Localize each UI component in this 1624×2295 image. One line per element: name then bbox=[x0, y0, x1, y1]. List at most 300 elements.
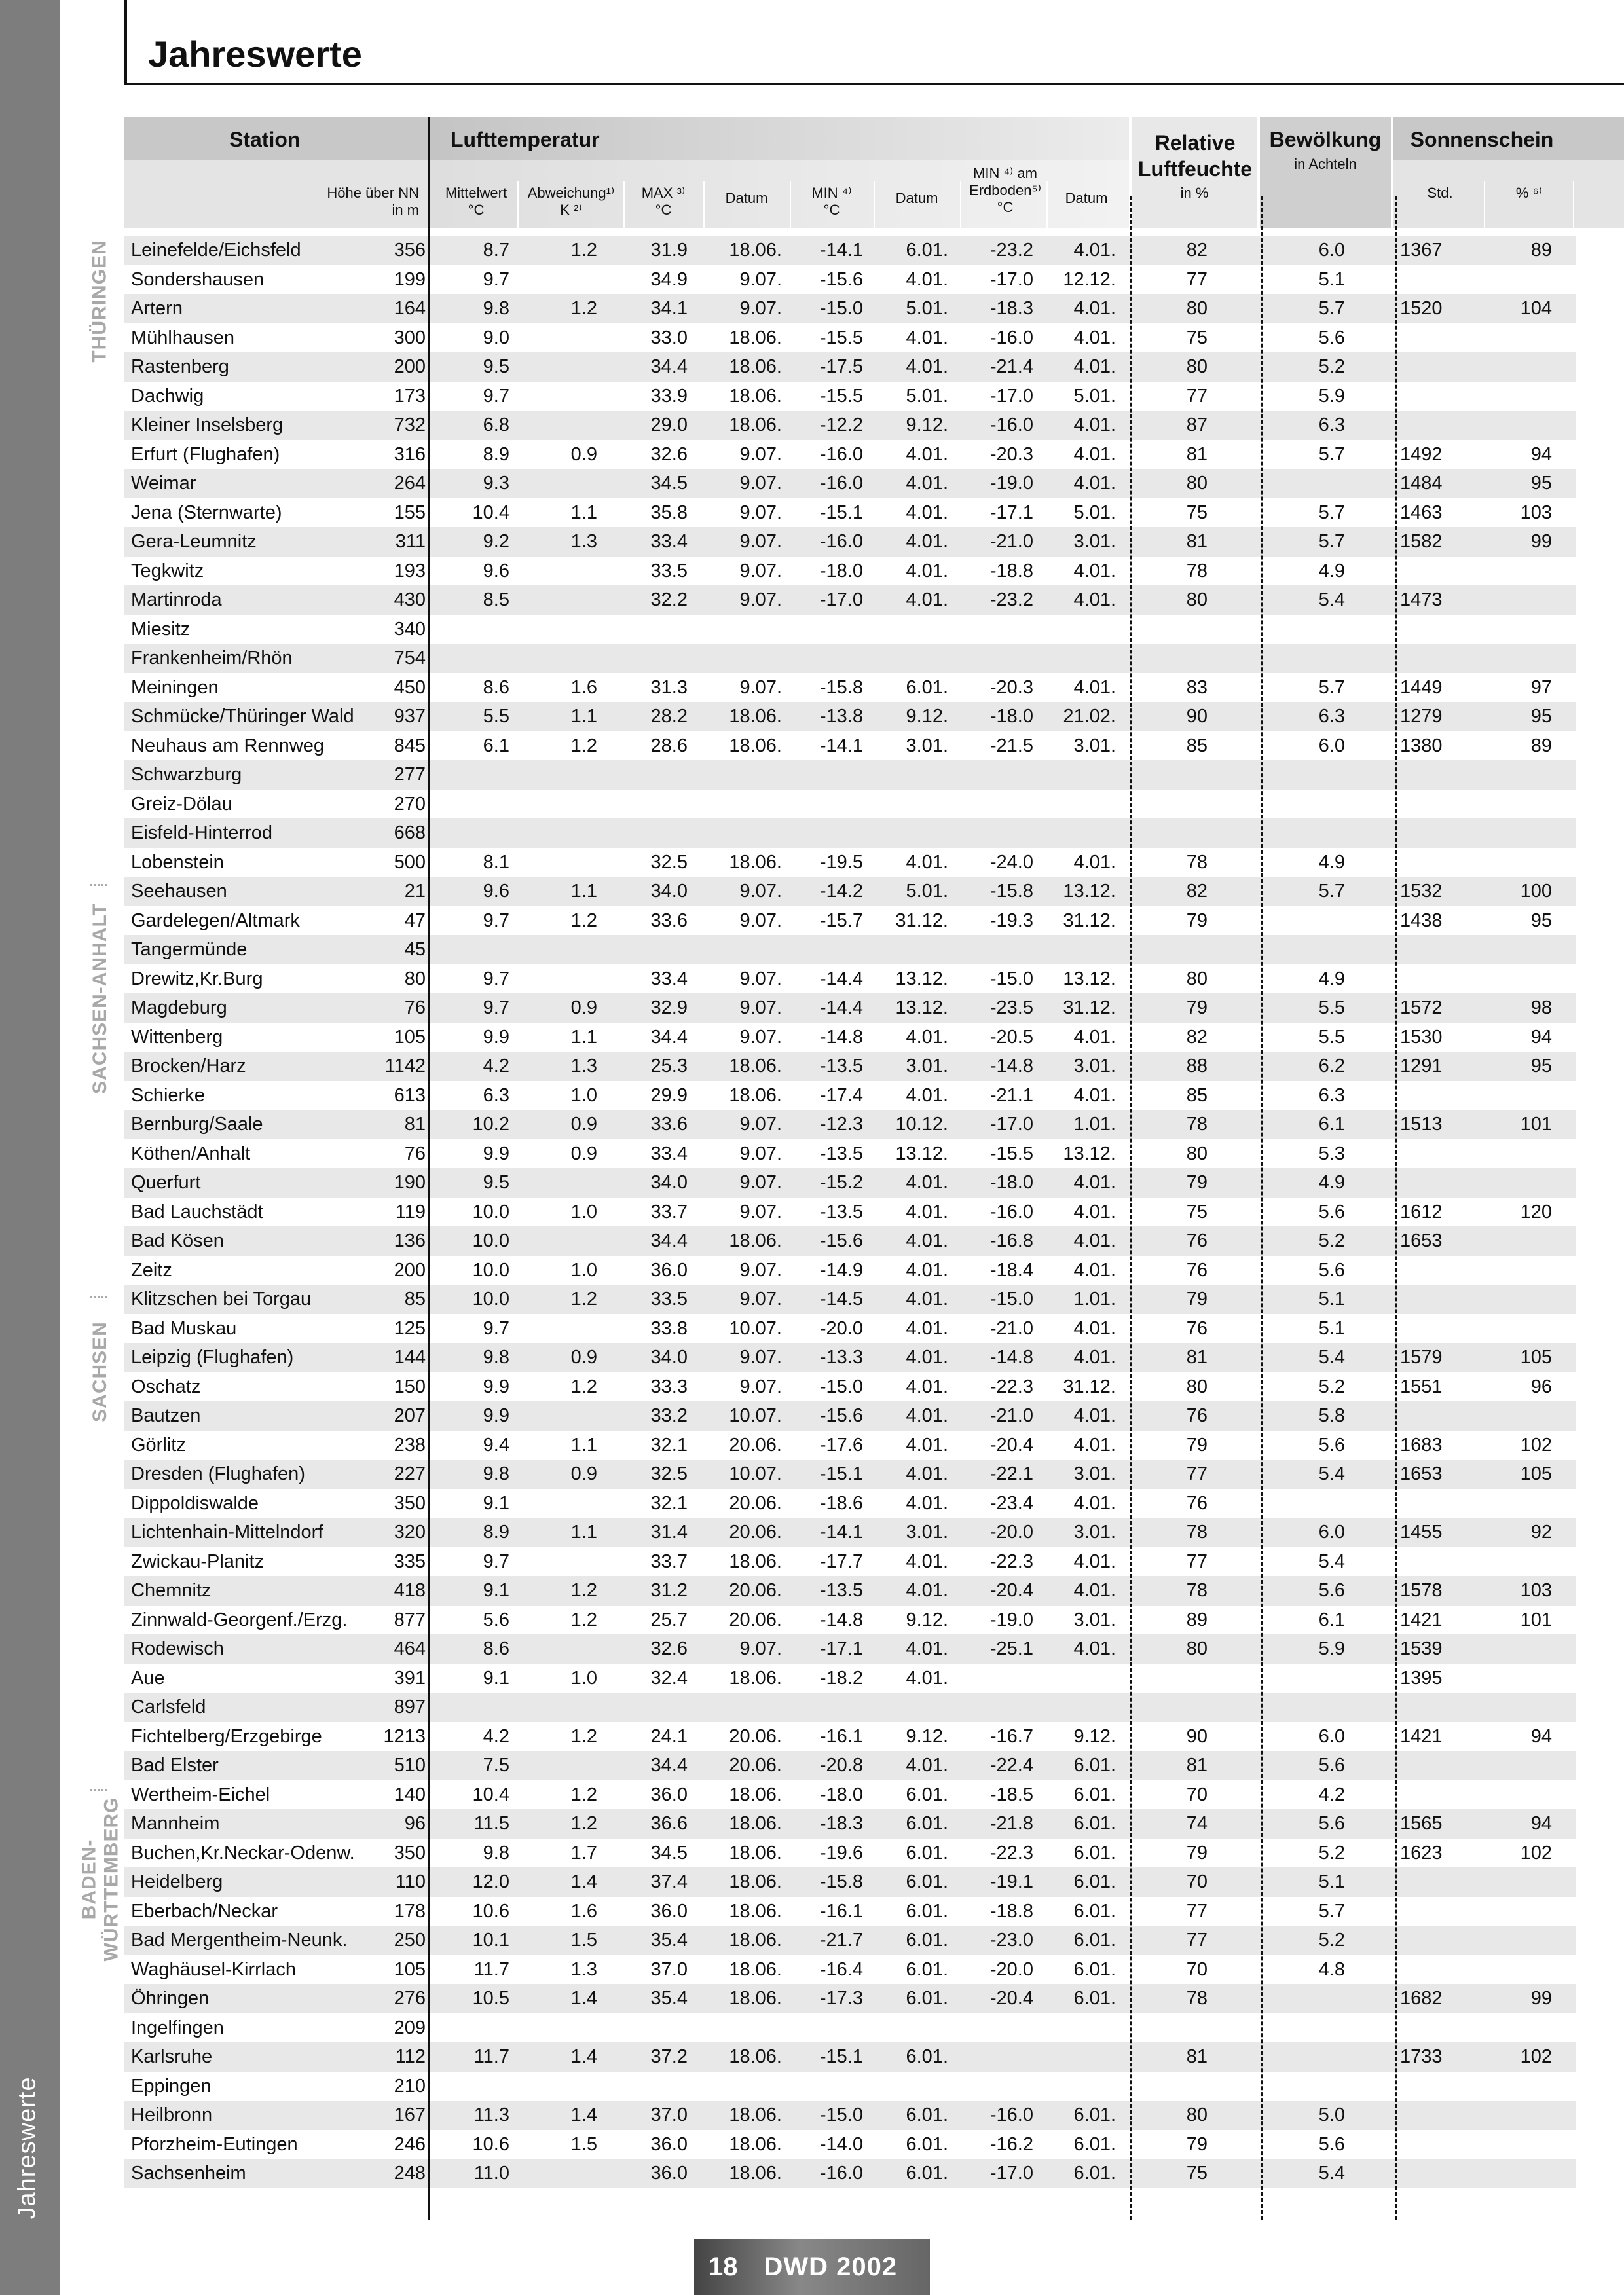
cell-maxd: 18.06. bbox=[729, 1958, 782, 1980]
cell-gmind: 4.01. bbox=[1073, 851, 1116, 873]
cell-mind: 6.01. bbox=[906, 1784, 948, 1805]
cell-mind: 9.12. bbox=[906, 706, 948, 727]
cell-maxd: 18.06. bbox=[729, 414, 782, 435]
cell-min: -14.9 bbox=[819, 1259, 863, 1281]
cell-mean bbox=[430, 790, 509, 819]
cell-gmin: -20.4 bbox=[989, 1434, 1033, 1456]
cell-mean: 8.9 bbox=[483, 1522, 509, 1543]
cell-rh: 78 bbox=[1186, 1580, 1208, 1601]
cell-maxd: 9.07. bbox=[739, 268, 782, 290]
cell-mean: 9.9 bbox=[483, 1143, 509, 1164]
cell-gmin: -15.0 bbox=[989, 968, 1033, 989]
table-row bbox=[124, 1955, 1576, 1985]
cell-gmind: 6.01. bbox=[1073, 1900, 1116, 1922]
cell-gmin: -15.0 bbox=[989, 1289, 1033, 1310]
cell-dev bbox=[517, 585, 597, 615]
cell-sunh bbox=[1400, 848, 1479, 877]
cell-height: 200 bbox=[394, 356, 426, 377]
cell-mean bbox=[430, 644, 509, 673]
cell-dev: 1.3 bbox=[570, 531, 597, 552]
cell-height: 105 bbox=[394, 1026, 426, 1048]
cell-gmin: -16.0 bbox=[989, 414, 1033, 435]
cell-name: Lichtenhain-Mittelndorf bbox=[131, 1522, 323, 1543]
cell-mind: 6.01. bbox=[906, 2046, 948, 2067]
cell-min: -17.3 bbox=[819, 1988, 863, 2009]
cell-dev bbox=[517, 644, 597, 673]
cell-name: Zwickau-Planitz bbox=[131, 1551, 265, 1572]
cell-rh: 75 bbox=[1186, 502, 1208, 523]
cell-dev bbox=[517, 1634, 597, 1664]
cell-dev: 0.9 bbox=[570, 997, 597, 1018]
cell-max: 32.1 bbox=[650, 1492, 688, 1514]
cell-dev: 1.3 bbox=[570, 1958, 597, 1980]
cell-sunp bbox=[1486, 1634, 1552, 1664]
region-column bbox=[79, 236, 122, 2213]
cell-mind: 4.01. bbox=[906, 327, 948, 348]
cell-rh: 80 bbox=[1186, 356, 1208, 377]
cell-min: -16.1 bbox=[819, 1725, 863, 1747]
cell-cloud: 4.9 bbox=[1318, 560, 1345, 581]
cell-sunh: 1623 bbox=[1400, 1842, 1443, 1864]
cell-sunp: 95 bbox=[1530, 706, 1552, 727]
cell-min: -14.4 bbox=[819, 968, 863, 989]
cell-gmin: -18.8 bbox=[989, 560, 1033, 581]
cell-rh: 70 bbox=[1186, 1871, 1208, 1892]
cell-min: -15.5 bbox=[819, 327, 863, 348]
cell-gmin: -18.0 bbox=[989, 706, 1033, 727]
cell-gmin: -17.0 bbox=[989, 385, 1033, 407]
header-temperature: Lufttemperatur bbox=[451, 128, 600, 151]
cell-mind: 6.01. bbox=[906, 1988, 948, 2009]
cell-name: Greiz-Dölau bbox=[131, 793, 232, 815]
cell-sunp bbox=[1486, 1285, 1552, 1314]
table-row bbox=[124, 1314, 1576, 1344]
cell-maxd: 18.06. bbox=[729, 1871, 782, 1892]
cell-dev: 1.2 bbox=[570, 735, 597, 756]
cell-height: 276 bbox=[394, 1988, 426, 2009]
cell-min: -16.0 bbox=[819, 473, 863, 494]
cell-gmind: 13.12. bbox=[1063, 881, 1116, 902]
cell-min: -16.0 bbox=[819, 443, 863, 465]
cell-sunp bbox=[1486, 1226, 1552, 1256]
cell-sunp: 102 bbox=[1520, 1842, 1552, 1864]
cell-maxd: 9.07. bbox=[739, 1114, 782, 1135]
cell-maxd: 9.07. bbox=[739, 502, 782, 523]
table-row bbox=[124, 1401, 1576, 1431]
cell-mind: 4.01. bbox=[906, 1580, 948, 1601]
header-sun-percent: % ⁶⁾ bbox=[1515, 185, 1543, 201]
cell-gmind: 4.01. bbox=[1073, 1580, 1116, 1601]
region-baden-wuerttemberg: BADEN- WÜRTTEMBERG bbox=[78, 1797, 122, 1962]
cell-gmin: -24.0 bbox=[989, 851, 1033, 873]
cell-gmind: 6.01. bbox=[1073, 2133, 1116, 2155]
cell-min: -14.2 bbox=[819, 881, 863, 902]
cell-cloud bbox=[1260, 935, 1345, 964]
cell-max: 32.5 bbox=[650, 851, 688, 873]
cell-min bbox=[790, 2013, 863, 2043]
cell-min: -14.1 bbox=[819, 240, 863, 261]
cell-gmind bbox=[1041, 2042, 1116, 2072]
cell-min bbox=[790, 818, 863, 848]
cell-rh: 80 bbox=[1186, 473, 1208, 494]
cell-rh bbox=[1132, 1693, 1208, 1722]
header-mean: Mittelwert °C bbox=[445, 185, 507, 218]
cell-sunh bbox=[1400, 2159, 1479, 2188]
cell-sunp bbox=[1486, 1168, 1552, 1198]
cell-cloud bbox=[1260, 1664, 1345, 1693]
cell-dev: 1.2 bbox=[570, 298, 597, 319]
cell-max: 33.4 bbox=[650, 968, 688, 989]
cell-cloud: 5.4 bbox=[1318, 589, 1345, 610]
cell-name: Eppingen bbox=[131, 2075, 212, 2097]
cell-sunh bbox=[1400, 1168, 1479, 1198]
cell-name: Aue bbox=[131, 1667, 165, 1689]
cell-height: 140 bbox=[394, 1784, 426, 1805]
cell-min: -18.3 bbox=[819, 1813, 863, 1834]
cell-sunh bbox=[1400, 382, 1479, 411]
cell-mean: 4.2 bbox=[483, 1056, 509, 1076]
cell-maxd: 9.07. bbox=[739, 676, 782, 698]
cell-mean: 9.3 bbox=[483, 473, 509, 494]
cell-max: 33.2 bbox=[650, 1405, 688, 1426]
cell-dev: 1.2 bbox=[570, 1609, 597, 1630]
cell-mind bbox=[874, 644, 948, 673]
cell-maxd bbox=[701, 790, 782, 819]
table-header bbox=[124, 117, 1624, 228]
cell-sunh: 1733 bbox=[1400, 2046, 1443, 2067]
cell-mind: 4.01. bbox=[906, 1551, 948, 1572]
cell-height: 81 bbox=[404, 1114, 426, 1135]
cell-min: -19.5 bbox=[819, 851, 863, 873]
cell-mean: 10.0 bbox=[472, 1289, 509, 1310]
cell-gmin: -23.2 bbox=[989, 589, 1033, 610]
cell-sunh bbox=[1400, 352, 1479, 382]
cell-gmin: -16.0 bbox=[989, 2104, 1033, 2125]
cell-min: -21.7 bbox=[819, 1930, 863, 1951]
cell-cloud: 6.0 bbox=[1318, 240, 1345, 261]
cell-mind: 5.01. bbox=[906, 385, 948, 407]
cell-name: Fichtelberg/Erzgebirge bbox=[131, 1725, 322, 1747]
table-row bbox=[124, 498, 1576, 528]
cell-name: Pforzheim-Eutingen bbox=[131, 2133, 298, 2155]
cell-max: 34.1 bbox=[650, 298, 688, 319]
cell-sunh bbox=[1400, 1285, 1479, 1314]
cell-dev: 1.4 bbox=[570, 2104, 597, 2125]
cell-min: -13.5 bbox=[819, 1580, 863, 1601]
cell-dev bbox=[517, 557, 597, 586]
cell-maxd: 18.06. bbox=[729, 1551, 782, 1572]
cell-maxd bbox=[701, 615, 782, 644]
cell-min: -13.5 bbox=[819, 1056, 863, 1076]
cell-rh: 88 bbox=[1186, 1056, 1208, 1076]
cell-maxd bbox=[701, 935, 782, 964]
cell-maxd: 10.07. bbox=[729, 1317, 782, 1339]
data-table bbox=[124, 236, 1576, 2188]
cell-rh bbox=[1132, 615, 1208, 644]
cell-mind: 31.12. bbox=[895, 909, 948, 931]
cell-dev: 1.2 bbox=[570, 1725, 597, 1747]
cell-sunh: 1463 bbox=[1400, 502, 1443, 523]
cell-sunp: 100 bbox=[1520, 881, 1552, 902]
cell-gmin: -20.0 bbox=[989, 1522, 1033, 1543]
cell-rh bbox=[1132, 818, 1208, 848]
cell-name: Klitzschen bei Torgau bbox=[131, 1289, 312, 1310]
cell-maxd: 20.06. bbox=[729, 1755, 782, 1776]
cell-rh: 83 bbox=[1186, 676, 1208, 698]
cell-sunp bbox=[1486, 265, 1552, 295]
cell-mean: 10.1 bbox=[472, 1930, 509, 1951]
cell-gmin: -19.1 bbox=[989, 1871, 1033, 1892]
cell-sunp bbox=[1486, 1139, 1552, 1169]
cell-dev: 0.9 bbox=[570, 1347, 597, 1368]
cell-mean: 9.1 bbox=[483, 1667, 509, 1689]
cell-height: 391 bbox=[394, 1667, 426, 1689]
cell-height: 270 bbox=[394, 793, 426, 815]
cell-sunp: 99 bbox=[1530, 531, 1552, 552]
cell-height: 238 bbox=[394, 1434, 426, 1456]
region-sachsen: SACHSEN bbox=[89, 1321, 111, 1422]
cell-rh: 81 bbox=[1186, 1347, 1208, 1368]
cell-max: 35.4 bbox=[650, 1988, 688, 2009]
cell-sunp bbox=[1486, 585, 1552, 615]
cell-rh: 76 bbox=[1186, 1317, 1208, 1339]
cell-dev: 1.5 bbox=[570, 1930, 597, 1951]
cell-cloud bbox=[1260, 790, 1345, 819]
cell-gmind: 4.01. bbox=[1073, 327, 1116, 348]
table-row bbox=[124, 1984, 1576, 2013]
cell-gmind: 1.01. bbox=[1073, 1114, 1116, 1135]
cell-rh: 76 bbox=[1186, 1492, 1208, 1514]
cell-min bbox=[790, 2072, 863, 2101]
cell-min: -16.4 bbox=[819, 1958, 863, 1980]
cell-max: 33.4 bbox=[650, 531, 688, 552]
cell-mean: 12.0 bbox=[472, 1871, 509, 1892]
cell-rh: 79 bbox=[1186, 1842, 1208, 1864]
cell-maxd: 9.07. bbox=[739, 997, 782, 1018]
cell-mind: 4.01. bbox=[906, 1755, 948, 1776]
cell-cloud: 6.0 bbox=[1318, 735, 1345, 756]
cell-max: 29.9 bbox=[650, 1084, 688, 1106]
cell-maxd: 9.07. bbox=[739, 1026, 782, 1048]
cell-mean: 10.6 bbox=[472, 2133, 509, 2155]
cell-name: Schmücke/Thüringer Wald bbox=[131, 706, 354, 727]
cell-gmind: 3.01. bbox=[1073, 1056, 1116, 1076]
cell-gmin bbox=[960, 2013, 1033, 2043]
cell-mind: 4.01. bbox=[906, 1376, 948, 1397]
cell-rh: 75 bbox=[1186, 327, 1208, 348]
cell-rh: 79 bbox=[1186, 2133, 1208, 2155]
cell-gmin: -21.0 bbox=[989, 1317, 1033, 1339]
header-ground-min: MIN ⁴⁾ am Erdboden⁵⁾ °C bbox=[969, 165, 1041, 215]
cell-name: Drewitz,Kr.Burg bbox=[131, 968, 263, 989]
cell-gmin: -18.4 bbox=[989, 1259, 1033, 1281]
cell-sunh bbox=[1400, 1955, 1479, 1985]
cell-dev: 1.1 bbox=[570, 1522, 597, 1543]
cell-mean bbox=[430, 2013, 509, 2043]
cell-sunh: 1612 bbox=[1400, 1201, 1443, 1222]
cell-maxd: 9.07. bbox=[739, 531, 782, 552]
cell-name: Zinnwald-Georgenf./Erzg. bbox=[131, 1609, 348, 1630]
cell-sunp bbox=[1486, 615, 1552, 644]
cell-min: -17.5 bbox=[819, 356, 863, 377]
cell-sunp: 103 bbox=[1520, 1580, 1552, 1601]
cell-mind: 4.01. bbox=[906, 1405, 948, 1426]
cell-max: 33.5 bbox=[650, 560, 688, 581]
cell-sunp bbox=[1486, 1489, 1552, 1518]
cell-gmin: -22.3 bbox=[989, 1376, 1033, 1397]
cell-sunp bbox=[1486, 760, 1552, 790]
cell-cloud: 5.2 bbox=[1318, 1842, 1345, 1864]
cell-name: Tegkwitz bbox=[131, 560, 204, 581]
cell-mind bbox=[874, 935, 948, 964]
cell-dev: 1.6 bbox=[570, 676, 597, 698]
cell-name: Erfurt (Flughafen) bbox=[131, 443, 280, 465]
cell-gmind bbox=[1041, 2072, 1116, 2101]
cell-max: 33.7 bbox=[650, 1201, 688, 1222]
cell-mind: 3.01. bbox=[906, 735, 948, 756]
cell-height: 105 bbox=[394, 1958, 426, 1980]
cell-sunp bbox=[1486, 382, 1552, 411]
header-datum-min: Datum bbox=[895, 190, 938, 206]
cell-cloud: 5.1 bbox=[1318, 268, 1345, 290]
cell-name: Görlitz bbox=[131, 1434, 186, 1456]
cell-cloud: 6.1 bbox=[1318, 1609, 1345, 1630]
cell-mind: 4.01. bbox=[906, 1289, 948, 1310]
cell-mean: 9.7 bbox=[483, 909, 509, 931]
cell-min: -15.2 bbox=[819, 1172, 863, 1193]
cell-max: 33.6 bbox=[650, 909, 688, 931]
cell-cloud: 6.3 bbox=[1318, 706, 1345, 727]
cell-height: 510 bbox=[394, 1755, 426, 1776]
cell-mean bbox=[430, 2072, 509, 2101]
cell-rh: 77 bbox=[1186, 268, 1208, 290]
cell-min: -15.6 bbox=[819, 268, 863, 290]
cell-sunh: 1653 bbox=[1400, 1463, 1443, 1484]
cell-height: 210 bbox=[394, 2075, 426, 2097]
cell-rh: 85 bbox=[1186, 735, 1208, 756]
cell-sunh bbox=[1400, 2130, 1479, 2159]
cell-max: 36.6 bbox=[650, 1813, 688, 1834]
cell-cloud: 4.8 bbox=[1318, 1958, 1345, 1980]
cell-min: -15.1 bbox=[819, 2046, 863, 2067]
cell-mind: 6.01. bbox=[906, 1958, 948, 1980]
cell-max bbox=[623, 818, 688, 848]
cell-sunp bbox=[1486, 1955, 1552, 1985]
cell-sunp bbox=[1486, 1751, 1552, 1780]
cell-max bbox=[623, 790, 688, 819]
cell-gmin: -14.8 bbox=[989, 1347, 1033, 1368]
cell-cloud: 5.6 bbox=[1318, 1813, 1345, 1834]
cell-height: 167 bbox=[394, 2104, 426, 2125]
cell-min bbox=[790, 615, 863, 644]
cell-rh: 79 bbox=[1186, 997, 1208, 1018]
cell-sunp: 105 bbox=[1520, 1463, 1552, 1484]
cell-gmin: -15.5 bbox=[989, 1143, 1033, 1164]
cell-maxd: 18.06. bbox=[729, 1900, 782, 1922]
cell-mean: 9.4 bbox=[483, 1434, 509, 1456]
cell-mind: 6.01. bbox=[906, 1871, 948, 1892]
cell-sunh: 1579 bbox=[1400, 1347, 1443, 1368]
cell-mean: 8.9 bbox=[483, 443, 509, 465]
cell-maxd: 20.06. bbox=[729, 1492, 782, 1514]
cell-rh: 80 bbox=[1186, 589, 1208, 610]
cell-max: 34.0 bbox=[650, 881, 688, 902]
cell-gmind: 4.01. bbox=[1073, 1084, 1116, 1106]
cell-name: Gera-Leumnitz bbox=[131, 531, 257, 552]
cell-rh: 80 bbox=[1186, 1376, 1208, 1397]
header-datum-ground: Datum bbox=[1065, 190, 1108, 206]
cell-rh: 82 bbox=[1186, 881, 1208, 902]
cell-sunh: 1682 bbox=[1400, 1988, 1443, 2009]
cell-gmind: 6.01. bbox=[1073, 2163, 1116, 2184]
cell-gmind: 3.01. bbox=[1073, 1522, 1116, 1543]
cell-max bbox=[623, 1693, 688, 1722]
cell-max: 34.4 bbox=[650, 1755, 688, 1776]
table-row bbox=[124, 527, 1576, 557]
cell-dev: 1.2 bbox=[570, 1376, 597, 1397]
cell-rh: 78 bbox=[1186, 1522, 1208, 1543]
cell-sunh bbox=[1400, 265, 1479, 295]
cell-name: Martinroda bbox=[131, 589, 222, 610]
cell-height: 164 bbox=[394, 298, 426, 319]
cell-height: 1213 bbox=[383, 1725, 426, 1747]
table-row bbox=[124, 1897, 1576, 1926]
footer bbox=[694, 2239, 930, 2295]
cell-gmind: 4.01. bbox=[1073, 1405, 1116, 1426]
cell-height: 500 bbox=[394, 851, 426, 873]
cell-height: 335 bbox=[394, 1551, 426, 1572]
cell-height: 119 bbox=[395, 1201, 426, 1222]
cell-maxd: 18.06. bbox=[729, 735, 782, 756]
cell-cloud: 5.6 bbox=[1318, 1580, 1345, 1601]
cell-maxd: 18.06. bbox=[729, 1842, 782, 1864]
cell-sunp bbox=[1486, 1664, 1552, 1693]
cell-cloud: 5.6 bbox=[1318, 1755, 1345, 1776]
cell-sunh bbox=[1400, 1926, 1479, 1955]
cell-sunh: 1578 bbox=[1400, 1580, 1443, 1601]
table-row bbox=[124, 352, 1576, 382]
cell-name: Schierke bbox=[131, 1084, 205, 1106]
cell-gmind: 6.01. bbox=[1073, 1755, 1116, 1776]
cell-mind: 6.01. bbox=[906, 2104, 948, 2125]
cell-maxd: 9.07. bbox=[739, 560, 782, 581]
cell-cloud: 5.2 bbox=[1318, 1930, 1345, 1951]
cell-max: 24.1 bbox=[650, 1725, 688, 1747]
cell-name: Eisfeld-Hinterrod bbox=[131, 822, 272, 843]
cell-dev: 1.1 bbox=[570, 1026, 597, 1048]
cell-gmind: 12.12. bbox=[1063, 268, 1116, 290]
cell-mind bbox=[874, 790, 948, 819]
table-row bbox=[124, 2159, 1576, 2188]
cell-min: -15.6 bbox=[819, 1230, 863, 1251]
cell-sunp bbox=[1486, 1547, 1552, 1577]
cell-dev: 1.5 bbox=[570, 2133, 597, 2155]
cell-max: 35.8 bbox=[650, 502, 688, 523]
cell-dev: 1.6 bbox=[570, 1900, 597, 1922]
cell-gmind: 6.01. bbox=[1073, 1871, 1116, 1892]
cell-sunp: 102 bbox=[1520, 1434, 1552, 1456]
cell-sunh: 1492 bbox=[1400, 443, 1443, 465]
side-strip bbox=[0, 0, 60, 2295]
cell-maxd: 18.06. bbox=[729, 240, 782, 261]
cell-maxd: 20.06. bbox=[729, 1522, 782, 1543]
cell-sunp bbox=[1486, 1897, 1552, 1926]
cell-mind: 4.01. bbox=[906, 1492, 948, 1514]
cell-cloud: 5.7 bbox=[1318, 298, 1345, 319]
table-row bbox=[124, 1839, 1576, 1868]
cell-height: 200 bbox=[394, 1259, 426, 1281]
header-datum-max: Datum bbox=[725, 190, 768, 206]
